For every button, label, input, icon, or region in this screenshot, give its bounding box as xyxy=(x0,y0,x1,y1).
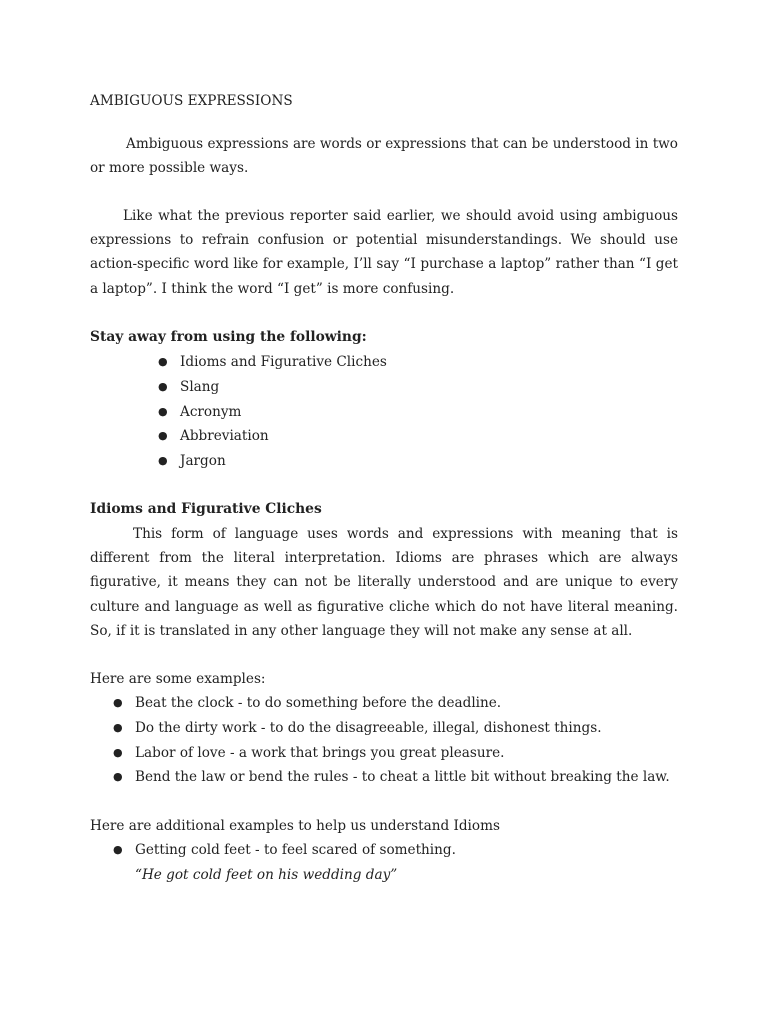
list-item: ● Jargon xyxy=(180,449,387,474)
list-item: ● Labor of love - a work that brings you great pleasure. xyxy=(135,741,670,766)
bullet-icon: ● xyxy=(158,379,168,393)
list-item: ● Do the dirty work - to do the disagreeable, illegal, dishonest things. xyxy=(135,716,670,741)
idioms-paragraph-text: This form of language uses words and expressions with meaning that is different from the literal interpretation. Idioms are phrases which are always figurative, it means they can not be literally understood and are unique to every culture and language as well as figurative cliche which do not have literal meaning. So, if it is translated in any other language they will not make any sense at all. xyxy=(90,526,678,639)
example-quote: “He got cold feet on his wedding day” xyxy=(135,867,398,883)
idioms-paragraph xyxy=(90,522,678,643)
list-item: ● Acronym xyxy=(180,400,387,425)
bullet-icon: ● xyxy=(113,720,123,734)
additional-examples-list xyxy=(113,838,456,863)
intro-paragraph xyxy=(90,132,678,180)
document-title: AMBIGUOUS EXPRESSIONS xyxy=(90,93,293,109)
list-item: ● Idioms and Figurative Cliches xyxy=(180,350,387,375)
bullet-icon: ● xyxy=(113,843,123,856)
intro-text: Ambiguous expressions are words or expressions that can be understood in two or more possible ways. xyxy=(90,136,678,177)
list-item: ● Slang xyxy=(180,375,387,400)
bullet-icon: ● xyxy=(158,454,168,468)
bullet-icon: ● xyxy=(113,770,123,784)
bullet-icon: ● xyxy=(113,696,123,709)
bullet-icon: ● xyxy=(113,745,123,759)
list-item: ● Beat the clock - to do something before the deadline. xyxy=(135,691,670,716)
examples-label: Here are some examples: xyxy=(90,671,266,687)
stay-away-heading: Stay away from using the following: xyxy=(90,329,367,345)
bullet-icon: ● xyxy=(158,355,168,368)
paragraph-previous-reporter-text: Like what the previous reporter said earlier, we should avoid using ambiguous expressions to refrain confusion or potential misunderstandings. We should use action-specific word like for example, I’ll say “I purchase a laptop” rather than “I get a laptop”. I think the word “I get” is more confusing. xyxy=(90,208,678,297)
stay-away-list xyxy=(158,350,387,474)
bullet-icon: ● xyxy=(158,404,168,418)
list-item: ● Getting cold feet - to feel scared of something. xyxy=(135,838,456,863)
idioms-heading: Idioms and Figurative Cliches xyxy=(90,501,322,517)
examples-list xyxy=(113,691,670,790)
additional-examples-label: Here are additional examples to help us understand Idioms xyxy=(90,818,500,834)
list-item: ● Abbreviation xyxy=(180,424,387,449)
paragraph-previous-reporter xyxy=(90,204,678,301)
list-item: ● Bend the law or bend the rules - to cheat a little bit without breaking the law. xyxy=(135,765,670,790)
bullet-icon: ● xyxy=(158,429,168,443)
